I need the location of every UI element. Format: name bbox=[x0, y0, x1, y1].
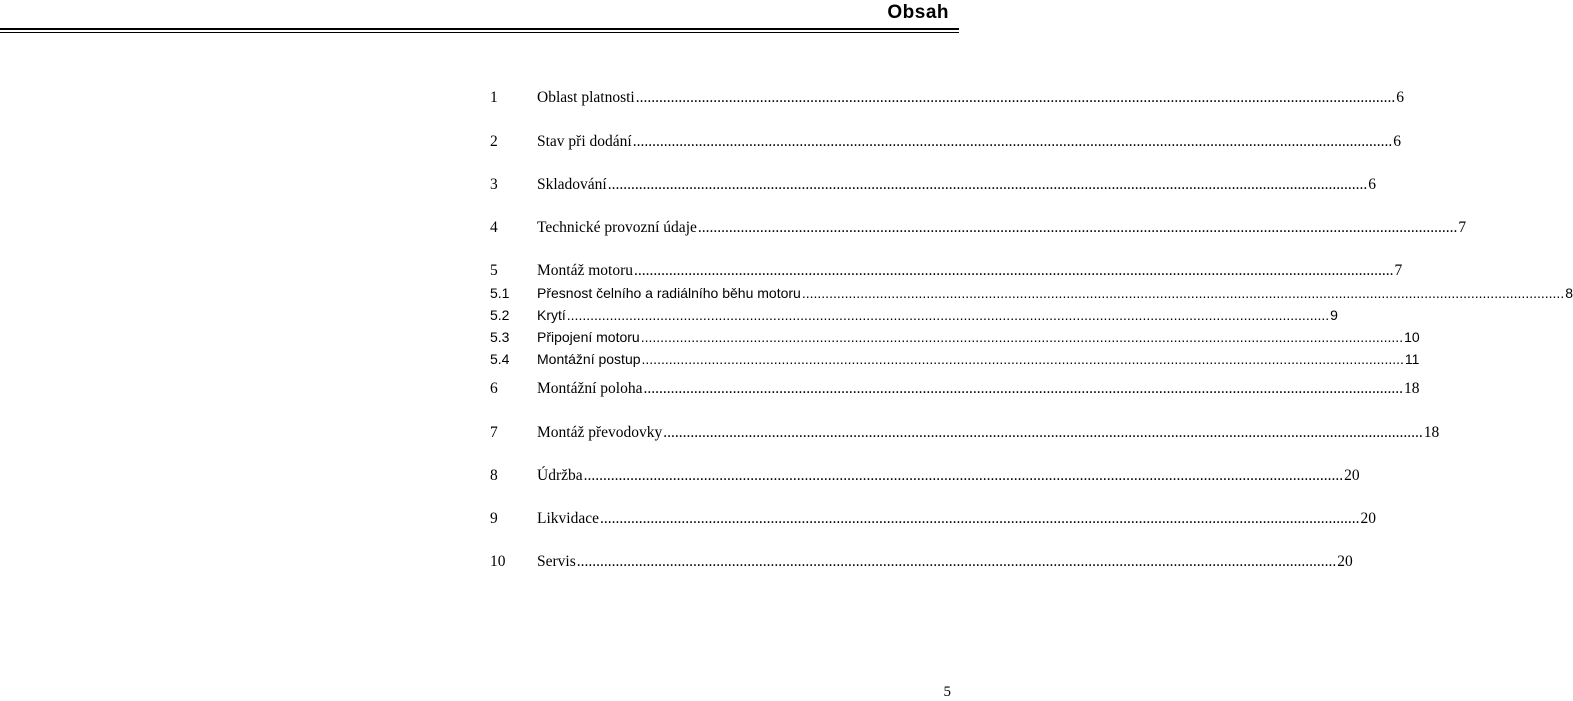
toc-entry-number: 4 bbox=[490, 219, 498, 236]
toc-subentry[interactable] bbox=[490, 327, 1420, 347]
toc-entry-title: Skladování bbox=[537, 176, 607, 193]
toc-entry-title: Krytí bbox=[537, 307, 566, 323]
toc-entry-page: 8 bbox=[1565, 285, 1573, 301]
toc-entry-number: 5.4 bbox=[490, 351, 510, 367]
toc-entry-title: Montážní poloha bbox=[537, 380, 643, 397]
toc-leader-dots: .................................................................................................................................................................................................... bbox=[635, 89, 1396, 106]
toc-subentry[interactable] bbox=[490, 283, 1573, 303]
toc-entry[interactable] bbox=[490, 552, 1353, 572]
toc-leader-dots: .................................................................................................................................................................................................... bbox=[663, 424, 1423, 441]
toc-entry-number: 7 bbox=[490, 424, 498, 441]
toc-entry-title: Oblast platnosti bbox=[537, 89, 635, 106]
header-rule-thin bbox=[0, 32, 959, 33]
toc-entry[interactable] bbox=[490, 175, 1376, 195]
toc-entry-number: 5.3 bbox=[490, 329, 510, 345]
toc-leader-dots: .................................................................................................................................................................................................... bbox=[566, 307, 1330, 323]
toc-entry-title: Montáž motoru bbox=[537, 262, 633, 279]
toc-entry-page: 7 bbox=[1458, 219, 1467, 236]
toc-entry[interactable] bbox=[490, 218, 1467, 238]
toc-entry-title: Montáž převodovky bbox=[537, 424, 663, 441]
header-rule-thick bbox=[0, 28, 959, 30]
toc-entry-title: Připojení motoru bbox=[537, 329, 640, 345]
toc-entry[interactable] bbox=[490, 379, 1420, 399]
toc-entry-page: 18 bbox=[1403, 380, 1420, 397]
toc-entry-title: Likvidace bbox=[537, 510, 599, 527]
toc-entry[interactable] bbox=[490, 132, 1401, 152]
toc-leader-dots: .................................................................................................................................................................................................... bbox=[632, 133, 1393, 150]
toc-entry-number: 10 bbox=[490, 553, 506, 570]
toc-leader-dots: .................................................................................................................................................................................................... bbox=[607, 176, 1368, 193]
toc-entry-title: Přesnost čelního a radiálního běhu motoru bbox=[537, 285, 801, 301]
toc-entry-number: 5 bbox=[490, 262, 498, 279]
toc-entry-page: 7 bbox=[1394, 262, 1403, 279]
toc-entry-number: 9 bbox=[490, 510, 498, 527]
toc-entry-page: 9 bbox=[1330, 307, 1338, 323]
toc-leader-dots: .................................................................................................................................................................................................... bbox=[801, 285, 1565, 301]
toc-leader-dots: .................................................................................................................................................................................................... bbox=[583, 467, 1344, 484]
toc-entry[interactable] bbox=[490, 261, 1403, 281]
toc-entry-page: 6 bbox=[1368, 176, 1376, 193]
toc-subentry[interactable] bbox=[490, 305, 1338, 325]
toc-entry-number: 8 bbox=[490, 467, 498, 484]
toc-entry-page: 10 bbox=[1404, 329, 1420, 345]
toc-entry-number: 1 bbox=[490, 89, 498, 106]
toc-entry-page: 18 bbox=[1423, 424, 1440, 441]
toc-entry[interactable] bbox=[490, 423, 1440, 443]
toc-leader-dots: .................................................................................................................................................................................................... bbox=[641, 351, 1404, 367]
toc-entry-title: Montážní postup bbox=[537, 351, 641, 367]
toc-leader-dots: .................................................................................................................................................................................................... bbox=[634, 262, 1394, 279]
toc-entry-number: 6 bbox=[490, 380, 498, 397]
toc-subentry[interactable] bbox=[490, 349, 1420, 369]
toc-entry-page: 11 bbox=[1404, 351, 1420, 367]
toc-entry-number: 5.2 bbox=[490, 307, 510, 323]
toc-entry[interactable] bbox=[490, 509, 1376, 529]
toc-entry-title: Technické provozní údaje bbox=[537, 219, 697, 236]
toc-entry-number: 2 bbox=[490, 133, 498, 150]
toc-entry-page: 20 bbox=[1337, 553, 1353, 570]
toc-leader-dots: .................................................................................................................................................................................................... bbox=[576, 553, 1337, 570]
toc-entry[interactable] bbox=[490, 88, 1404, 108]
toc-leader-dots: .................................................................................................................................................................................................... bbox=[599, 510, 1360, 527]
page-title: Obsah bbox=[887, 2, 949, 23]
toc-entry-title: Servis bbox=[537, 553, 576, 570]
toc-entry-title: Údržba bbox=[537, 467, 583, 484]
toc-entry-page: 6 bbox=[1393, 133, 1401, 150]
toc-entry-number: 5.1 bbox=[490, 285, 510, 301]
toc-entry-title: Stav při dodání bbox=[537, 133, 632, 150]
toc-leader-dots: .................................................................................................................................................................................................... bbox=[643, 380, 1403, 397]
toc-entry-page: 20 bbox=[1360, 510, 1376, 527]
toc-leader-dots: .................................................................................................................................................................................................... bbox=[640, 329, 1404, 345]
toc-entry-page: 6 bbox=[1396, 89, 1404, 106]
page-number: 5 bbox=[943, 684, 951, 700]
toc-entry[interactable] bbox=[490, 466, 1360, 486]
toc-entry-number: 3 bbox=[490, 176, 498, 193]
toc-entry-page: 20 bbox=[1344, 467, 1360, 484]
toc-leader-dots: .................................................................................................................................................................................................... bbox=[697, 219, 1458, 236]
